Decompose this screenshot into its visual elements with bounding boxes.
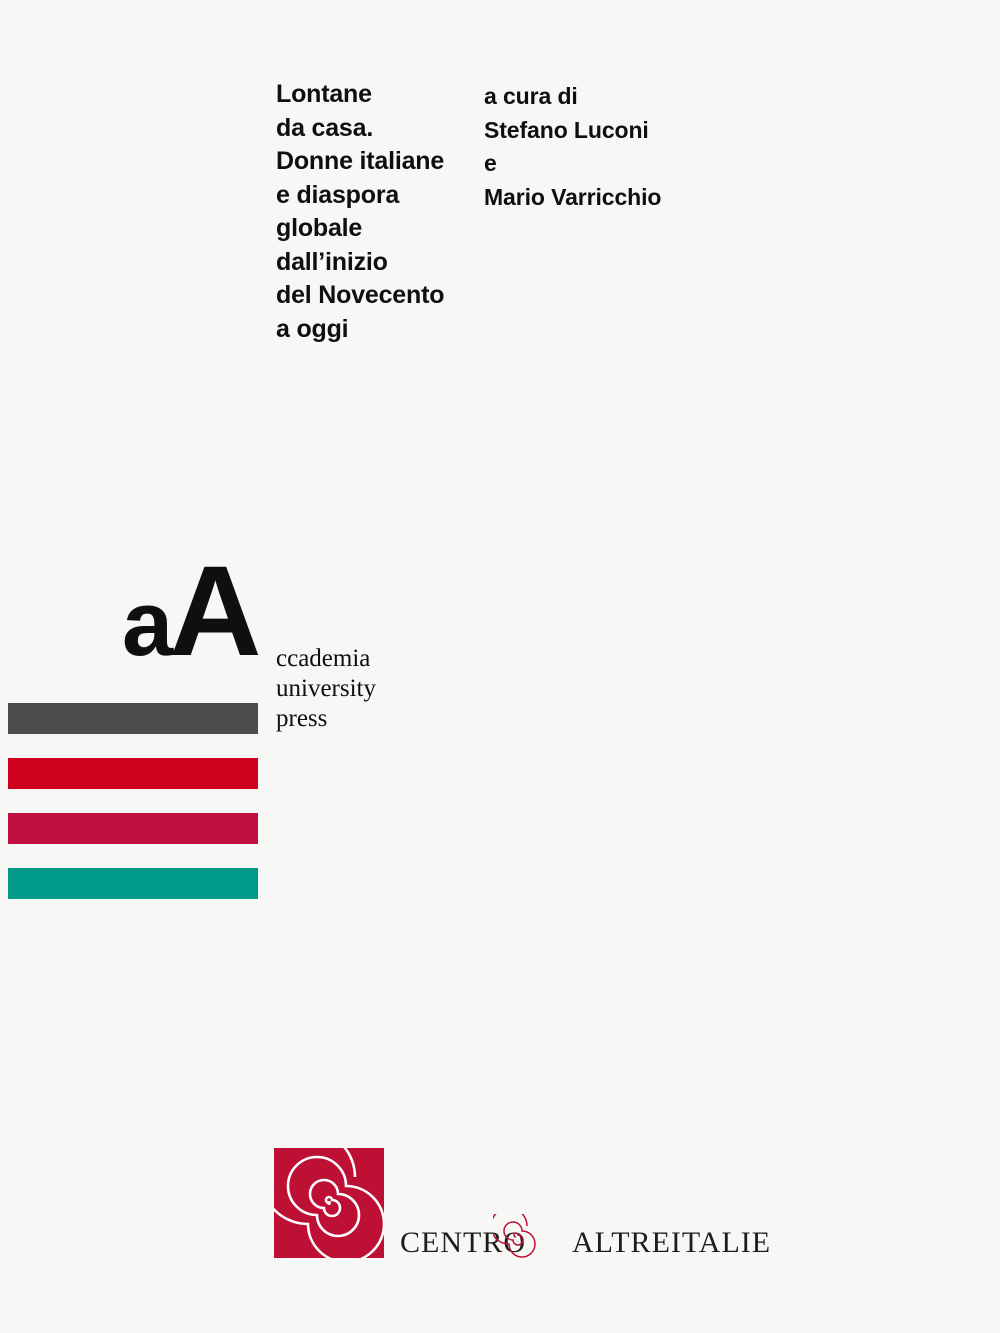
title-line: da casa. <box>276 113 374 142</box>
editor-name: Mario Varricchio <box>484 183 662 210</box>
title-line: e diaspora <box>276 180 400 209</box>
color-bar-crimson <box>8 813 258 844</box>
title-line: del Novecento <box>276 281 445 309</box>
centro-word-one: CENTRO <box>400 1226 526 1259</box>
editors-label: a cura di <box>484 83 578 109</box>
editor-name: Stefano Luconi <box>484 116 649 143</box>
publisher-monogram <box>122 540 258 683</box>
color-bar-teal <box>8 868 258 899</box>
color-bar-group <box>8 703 258 923</box>
publisher-word-press: press <box>276 705 328 732</box>
title-line: a oggi <box>276 314 349 343</box>
color-bar-dark-gray <box>8 703 258 734</box>
publisher-word-accademia: ccademia <box>276 645 371 672</box>
book-title <box>276 78 466 346</box>
spiral-small-icon <box>493 1214 539 1260</box>
title-line: Donne italiane <box>276 147 445 175</box>
editors-conjunction: e <box>484 150 497 176</box>
title-line: dall’inizio <box>276 247 388 276</box>
centro-wordmark <box>400 1226 771 1260</box>
monogram-uppercase-a: A <box>169 540 258 683</box>
monogram-lowercase-a: a <box>122 573 170 675</box>
color-bar-red <box>8 758 258 789</box>
publisher-word-university: university <box>276 675 376 702</box>
centro-word-two: ALTREITALIE <box>572 1226 772 1259</box>
publisher-wordmark <box>276 644 376 734</box>
centro-altreitalie-logo <box>274 1148 772 1288</box>
title-line: Lontane <box>276 80 372 108</box>
title-line: globale <box>276 214 363 242</box>
editors-credit <box>484 80 784 214</box>
spiral-icon <box>274 1148 384 1258</box>
